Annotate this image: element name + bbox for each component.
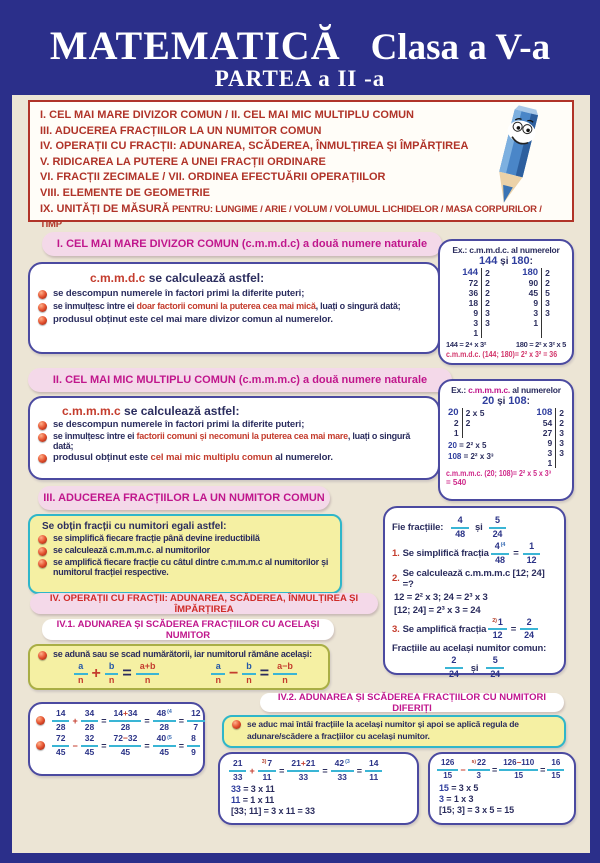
divisors: 2 2 5 3 3 xyxy=(541,268,550,338)
equals: = xyxy=(322,765,328,776)
iv1-formulas xyxy=(72,662,320,686)
fraction-5-24: 5 24 xyxy=(486,656,504,680)
fraction-2-24: 2 24 xyxy=(445,656,463,680)
number-108: 108 xyxy=(508,395,527,407)
fraction-simplify: $\frac{40^{(5}}{45}$ xyxy=(153,734,176,757)
title-grade: Clasa a V-a xyxy=(370,27,551,68)
factor-table-108 xyxy=(536,408,564,468)
cd-rule-2-text: se calculează c.m.m.m.c. al numitorilor xyxy=(53,545,210,555)
plus: + xyxy=(72,715,78,726)
step-3-row xyxy=(392,618,557,642)
lcm-line-1: 15 = 3 x 5 xyxy=(439,782,479,793)
factor-table-144 xyxy=(462,268,490,338)
lcm-lead xyxy=(62,404,430,418)
bullet-icon xyxy=(38,535,47,544)
section-4-2-title: IV.2. ADUNAREA ȘI SCĂDEREA FRACȚIILOR CU NUMITORI DIFERIȚI xyxy=(260,693,564,712)
lcm-rule-3-pre: produsul obținut este xyxy=(53,452,151,463)
lcm-abbr: c.m.m.m.c. xyxy=(468,385,511,395)
gcd-result: c.m.m.d.c. (144; 180)= 2² x 3² = 36 xyxy=(446,350,558,359)
toc-line-2: III. ADUCEREA FRACȚIILOR LA UN NUMITOR COMUN xyxy=(40,124,322,137)
number-144: 144 xyxy=(479,255,498,267)
equals: = xyxy=(178,715,185,726)
lcm-line-2: 11 = 1 x 11 xyxy=(231,795,275,806)
fraction-simplify: $\frac{48^{(4}}{28}$ xyxy=(153,709,176,732)
fraction-result: $\frac{8}{9}$ xyxy=(187,734,200,757)
equals: = xyxy=(513,548,519,560)
lcm-rule-1 xyxy=(38,419,430,430)
left-column xyxy=(448,408,494,468)
fraction-result: $\frac{16}{15}$ xyxy=(547,759,564,781)
fraction: 72 45 xyxy=(52,734,69,757)
lcm-rule-3-text xyxy=(53,452,333,463)
fraction-2-24: $\frac{2}{24}$ xyxy=(520,618,538,642)
fraction-amplify: $\frac{^{2)}1}{12}$ xyxy=(488,618,507,642)
fie-row xyxy=(392,516,557,540)
toc-line-6: VIII. ELEMENTE DE GEOMETRIE xyxy=(40,186,210,199)
amplify-mark: 5) xyxy=(471,759,477,765)
divisors: 2 2 3 3 3 xyxy=(555,408,564,468)
equals: = xyxy=(144,715,150,726)
addition-example xyxy=(36,708,201,732)
gcd-example-numbers xyxy=(446,255,566,267)
step-2-number: 2. xyxy=(392,573,400,585)
fraction: 21 33 xyxy=(229,759,246,782)
addition-example xyxy=(228,759,409,782)
gcd-rule-1-text: se descompun numerele în factori primi la diferite puteri; xyxy=(53,288,305,299)
fraction: 14 28 xyxy=(52,709,69,732)
gcd-example-box xyxy=(438,239,574,365)
equals: = xyxy=(356,765,363,776)
page-title xyxy=(0,22,600,69)
equals: = xyxy=(259,664,270,682)
iv1-rule xyxy=(38,649,320,660)
factorization-tables xyxy=(446,268,566,338)
gcd-example-title xyxy=(446,245,566,255)
factorization-tables xyxy=(446,408,566,468)
step-1-row xyxy=(392,542,557,566)
ex-title-rest: al numerelor xyxy=(510,385,561,395)
bullet-icon xyxy=(38,421,47,430)
gcd-lead xyxy=(90,271,430,285)
dividends: 180 90 45 9 3 1 xyxy=(522,267,539,328)
equals: = xyxy=(178,740,185,751)
gcd-abbr: c.m.m.d.c xyxy=(90,271,146,285)
and-word: și xyxy=(494,396,509,407)
and-word: și xyxy=(497,256,512,267)
plus: + xyxy=(91,664,101,682)
toc-line-5: VI. FRACȚII ZECIMALE / VII. ORDINEA EFECTUĂRII OPERAȚIILOR xyxy=(40,171,386,184)
lcm-rule-2-text xyxy=(53,431,430,451)
cd-rule-3 xyxy=(38,557,332,577)
fraction: 126 15 xyxy=(437,759,458,781)
lcm-line-2: 3 = 1 x 3 xyxy=(439,793,474,804)
step-2-text: Se calculează c.m.m.m.c [12; 24] =? xyxy=(402,567,545,590)
equals: = xyxy=(122,664,132,682)
equals: = xyxy=(540,764,546,775)
toc-line-1: I. CEL MAI MARE DIVIZOR COMUN / II. CEL MAI MIC MULTIPLU COMUN xyxy=(40,109,414,121)
dividends: 108 54 27 9 3 1 xyxy=(536,407,553,468)
fraction: $\frac{34}{28}$ xyxy=(81,709,98,732)
gcd-rule-1 xyxy=(38,288,430,299)
equals: = xyxy=(510,623,517,635)
divisors: 2 x 5 2 xyxy=(462,408,485,438)
fraction-simplify: $\frac{42^{(3}}{33}$ xyxy=(331,759,354,782)
plus: + xyxy=(249,765,255,776)
subtraction-example xyxy=(436,759,568,781)
bullet-icon xyxy=(38,454,47,463)
lcm-lead-rest: se calculează astfel: xyxy=(120,404,240,418)
gcd-lead-rest: se calculează astfel: xyxy=(145,271,265,285)
colon: : xyxy=(529,256,533,267)
bullet-icon xyxy=(38,651,47,660)
subtraction-formula xyxy=(209,662,298,686)
fraction-sum: $\frac{14+34}{28}$ xyxy=(109,709,141,732)
fraction-amplified: $\frac{^{5)}22}{3}$ xyxy=(468,759,490,781)
cd-rule-1-text: se simplifică fiecare fracție până devine ireductibilă xyxy=(53,533,260,543)
equals: = xyxy=(101,740,107,751)
gcd-rule-2-em: doar factorii comuni la puterea cea mai mică xyxy=(136,301,316,311)
fraction-result: $\frac{14}{11}$ xyxy=(365,759,382,782)
fraction-sum: $\frac{a+b}{n}$ xyxy=(136,662,160,686)
lcm-rule-3-post: al numerelor. xyxy=(272,452,333,463)
lcm-rule-2-em: factorii comuni și necomuni la puterea cea mai mare xyxy=(136,431,348,441)
ex-label: Ex.: xyxy=(451,385,469,395)
bullet-icon xyxy=(36,741,45,750)
fraction: $\frac{32}{45}$ xyxy=(81,734,98,757)
minus: − xyxy=(228,664,239,682)
lcm-example-box xyxy=(438,379,574,501)
factorization-results xyxy=(446,340,566,349)
iv2-rule xyxy=(232,719,556,742)
divisors: 2 2 2 2 3 3 xyxy=(481,268,490,338)
fraction-simplify: $\frac{4^{(4}}{48}$ xyxy=(491,542,510,566)
conclusion-text: Fracțiile au același numitor comun: xyxy=(392,643,547,655)
ex-label: Ex.: xyxy=(452,245,470,255)
addition-formula xyxy=(72,662,161,686)
iv2-rule-text: se aduc mai întâi fracțiile la același numitor și apoi se aplică regula de adunare/scădere a fracțiilor cu același numitor. xyxy=(247,719,519,741)
result-180: 180 = 2² x 3² x 5 xyxy=(515,340,566,349)
header-band xyxy=(0,0,600,95)
fraction-4-48: 4 48 xyxy=(451,516,469,540)
common-denominator-example-box xyxy=(383,506,566,680)
fraction-difference: $\frac{a-b}{n}$ xyxy=(273,662,297,686)
fraction-a-n: a n xyxy=(74,662,88,686)
lcm-rule-2-post: , luați o singură dată; xyxy=(53,431,411,451)
result-108: 108 = 2² x 3³ xyxy=(448,452,494,461)
simplify-mark: (4 xyxy=(167,709,172,716)
ex-title-rest: al numerelor xyxy=(508,245,560,255)
section-4-title: IV. OPERAȚII CU FRACȚII: ADUNAREA, SCĂDEREA, ÎNMULȚIREA ȘI ÎMPĂRȚIREA xyxy=(30,593,378,614)
section-2-title: II. CEL MAI MIC MULTIPLU COMUN (c.m.m.m.c) a două numere naturale xyxy=(28,368,452,392)
amplify-mark: 3) xyxy=(261,759,267,766)
bullet-icon xyxy=(232,720,241,729)
and-word: și xyxy=(470,662,479,674)
bullet-icon xyxy=(38,547,47,556)
section-2-rules-box xyxy=(28,396,440,480)
fraction-a-n: a n xyxy=(211,662,225,686)
fraction-5-24: 5 24 xyxy=(489,516,507,540)
colon: : xyxy=(526,396,530,407)
conclusion-fractions xyxy=(392,656,557,680)
fraction-b-n: $\frac{b}{n}$ xyxy=(105,662,119,686)
cd-rule-3-text: se amplifică fiecare fracție cu câtul dintre c.m.m.m.c al numitorilor și numitorul fracției respective. xyxy=(53,557,329,577)
iv1-rule-text: se adună sau se scad numărătorii, iar numitorul rămâne același: xyxy=(53,649,312,659)
dividends: 20 2 1 xyxy=(448,407,459,438)
bullet-icon xyxy=(38,559,47,568)
factor-table-20 xyxy=(448,408,494,438)
step-1-text: Se simplifică fracția xyxy=(402,548,489,560)
gcd-rule-2-post: , luați o singură dată; xyxy=(315,301,401,311)
fie-label: Fie fracțiile: xyxy=(392,522,444,534)
common-denominator-rules-box xyxy=(28,514,342,594)
lcm-example-numbers xyxy=(446,395,566,407)
iv2-subtraction-example-box xyxy=(428,752,576,825)
fraction-amplified: $\frac{^{3)}7}{11}$ xyxy=(258,759,276,782)
fraction-difference: $\frac{72-32}{45}$ xyxy=(109,734,141,757)
result-20: 20 = 2² x 5 xyxy=(448,441,487,450)
step-2-line-1: 12 = 2² x 3; 24 = 2³ x 3 xyxy=(394,591,488,603)
equals: = xyxy=(144,740,150,751)
section-1-rules-box xyxy=(28,262,440,354)
lcm-rule-3 xyxy=(38,452,430,463)
number-180: 180 xyxy=(511,255,530,267)
lcm-rule-3-em: cel mai mic multiplu comun xyxy=(150,452,273,463)
toc-line-7-main: IX. UNITĂȚI DE MĂSURĂ xyxy=(40,202,170,215)
equals: = xyxy=(279,765,285,776)
lcm-example-title xyxy=(446,385,566,395)
simplify-mark: (5 xyxy=(167,734,172,741)
table-of-contents xyxy=(28,100,574,231)
cd-lead: Se obțin fracții cu numitori egali astfel: xyxy=(42,521,227,532)
and-word: și xyxy=(474,522,483,534)
minus: − xyxy=(72,740,78,751)
fraction-result: $\frac{12}{7}$ xyxy=(187,709,204,732)
fraction-b-n: $\frac{b}{n}$ xyxy=(242,662,256,686)
bullet-icon xyxy=(36,716,45,725)
factor-table-180 xyxy=(522,268,550,338)
cd-rule-2 xyxy=(38,545,332,556)
fraction-sum: $\frac{21+21}{33}$ xyxy=(287,759,319,782)
number-20: 20 xyxy=(482,395,495,407)
bullet-icon xyxy=(38,303,47,312)
iv1-examples-box xyxy=(28,702,205,776)
step-3-number: 3. xyxy=(392,623,400,635)
gcd-abbr: c.m.m.d.c. xyxy=(469,245,509,255)
title-subject: MATEMATICĂ xyxy=(49,23,341,68)
different-denominators-rule-box xyxy=(222,715,566,748)
equals: = xyxy=(101,715,107,726)
step-2-line-2: [12; 24] = 2³ x 3 = 24 xyxy=(394,604,481,616)
iv2-addition-example-box xyxy=(218,752,419,825)
lcm-line-3: [15; 3] = 3 x 5 = 15 xyxy=(439,804,515,815)
title-part: PARTEA a II -a xyxy=(214,66,386,91)
gcd-rule-3-text: produsul obținut este cel mai mare divizor comun al numerelor. xyxy=(53,314,333,325)
lcm-abbr: c.m.m.m.c xyxy=(62,404,121,418)
amplify-mark: 2) xyxy=(492,617,497,624)
dividends: 144 72 36 18 9 3 1 xyxy=(462,267,479,338)
section-1-title: I. CEL MAI MARE DIVIZOR COMUN (c.m.m.d.c) a două numere naturale xyxy=(42,232,442,256)
pencil-icon xyxy=(474,102,556,214)
gcd-rule-2-pre: se înmulțesc între ei xyxy=(53,301,137,311)
toc-line-3: IV. OPERAȚII CU FRACȚII: ADUNAREA, SCĂDEREA, ÎNMULȚIREA ȘI ÎMPĂRȚIREA xyxy=(40,140,469,153)
page-content xyxy=(12,95,590,853)
section-3-title: III. ADUCEREA FRACȚIILOR LA UN NUMITOR COMUN xyxy=(38,486,330,510)
lcm-rule-2 xyxy=(38,431,430,451)
equals: = xyxy=(491,764,498,775)
fraction-difference: $\frac{126-110}{15}$ xyxy=(499,759,538,781)
step-3-text: Se amplifică fracția xyxy=(402,623,487,635)
gcd-rule-2 xyxy=(38,301,430,312)
lcm-line-3: [33; 11] = 3 x 11 = 33 xyxy=(231,806,315,817)
lcm-result: c.m.m.m.c. (20; 108)= 2² x 5 x 3³ = 540 xyxy=(446,469,552,487)
section-4-1-title: IV.1. ADUNAREA ȘI SCĂDEREA FRACȚIILOR CU ACELAȘI NUMITOR xyxy=(42,619,334,640)
fraction-1-12: $\frac{1}{12}$ xyxy=(523,542,541,566)
simplify-mark: (4 xyxy=(500,542,506,548)
lcm-rule-2-pre: se înmulțesc între ei xyxy=(53,431,137,441)
simplify-mark: (3 xyxy=(345,759,350,766)
cd-rule-1 xyxy=(38,533,332,544)
lcm-rule-1-text: se descompun numerele în factori primi la diferite puteri; xyxy=(53,419,305,430)
lcm-line-1: 33 = 3 x 11 xyxy=(231,784,275,795)
minus: − xyxy=(460,764,466,775)
bullet-icon xyxy=(38,290,47,299)
subtraction-example xyxy=(36,734,197,757)
gcd-rule-2-text xyxy=(53,301,400,311)
result-144: 144 = 2⁴ x 3² xyxy=(446,340,487,349)
bullet-icon xyxy=(38,433,47,442)
bullet-icon xyxy=(38,316,47,325)
gcd-rule-3 xyxy=(38,314,430,325)
step-2-row xyxy=(392,568,557,590)
toc-line-7-rest: PENTRU: LUNGIME / ARIE / VOLUM / VOLUMUL LICHIDELOR / MASA CORPURILOR / TIMP xyxy=(40,203,542,231)
same-denominator-rule-box xyxy=(28,644,330,690)
step-1-number: 1. xyxy=(392,548,400,560)
toc-line-4: V. RIDICAREA LA PUTERE A UNEI FRACȚII ORDINARE xyxy=(40,155,326,168)
